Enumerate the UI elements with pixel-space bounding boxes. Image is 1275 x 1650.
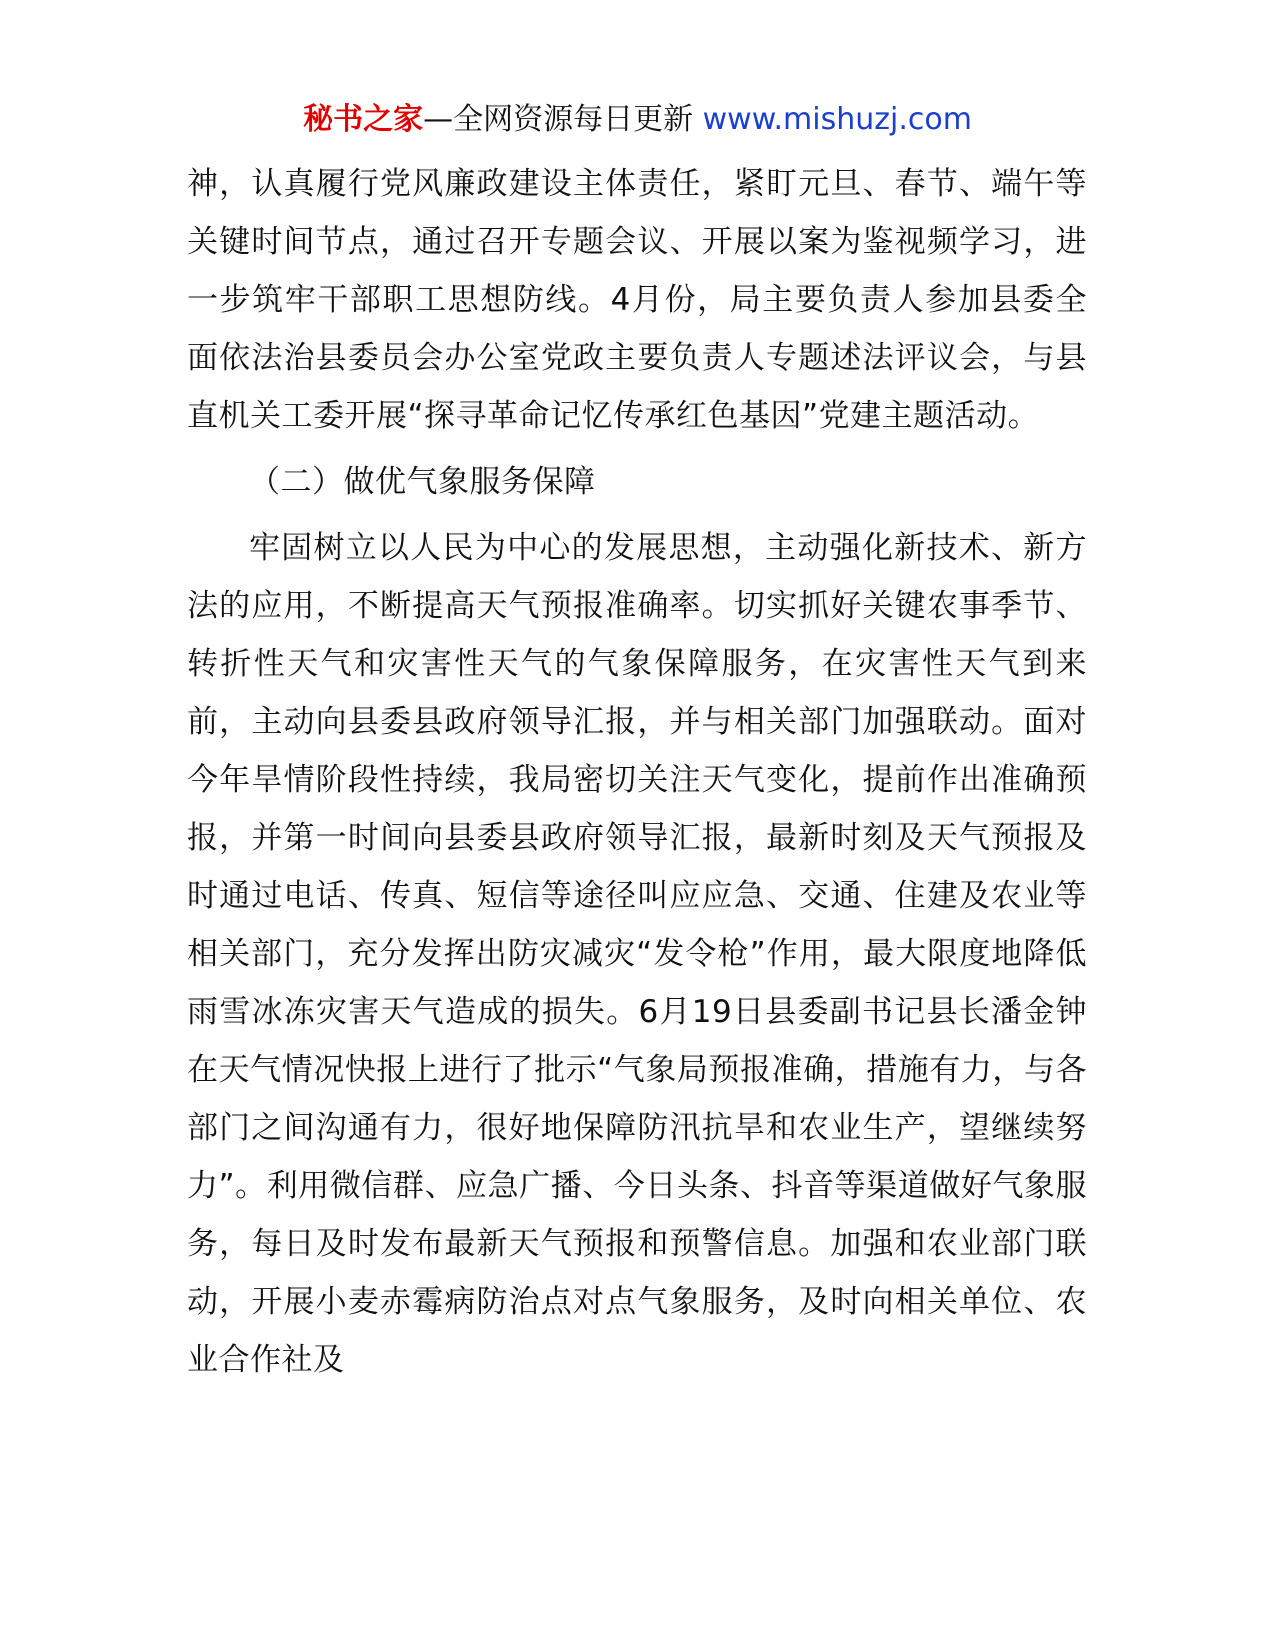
document-body bbox=[187, 155, 1087, 1389]
paragraph-continuation: 神，认真履行党风廉政建设主体责任，紧盯元旦、春节、端午等关键时间节点，通过召开专题会议、开展以案为鉴视频学习，进一步筑牢干部职工思想防线。4月份，局主要负责人参加县委全面依法治县委员会办公室党政主要负责人专题述法评议会，与县直机关工委开展“探寻革命记忆传承红色基因”党建主题活动。 bbox=[187, 166, 1087, 434]
paragraph-weather-service: 牢固树立以人民为中心的发展思想，主动强化新技术、新方法的应用，不断提高天气预报准确率。切实抓好关键农事季节、转折性天气和灾害性天气的气象保障服务，在灾害性天气到来前，主动向县委县政府领导汇报，并与相关部门加强联动。面对今年旱情阶段性持续，我局密切关注天气变化，提前作出准确预报，并第一时间向县委县政府领导汇报，最新时刻及天气预报及时通过电话、传真、短信等途径叫应应急、交通、住建及农业等相关部门，充分发挥出防灾减灾“发令枪”作用，最大限度地降低雨雪冰冻灾害天气造成的损失。6月19日县委副书记县长潘金钟在天气情况快报上进行了批示“气象局预报准确，措施有力，与各部门之间沟通有力，很好地保障防汛抗旱和农业生产，望继续努力”。利用微信群、应急广播、今日头条、抖音等渠道做好气象服务，每日及时发布最新天气预报和预警信息。加强和农业部门联动，开展小麦赤霉病防治点对点气象服务，及时向相关单位、农业合作社及 bbox=[187, 530, 1087, 1378]
header-tagline: —全网资源每日更新 bbox=[423, 102, 694, 137]
header-brand: 秘书之家 bbox=[303, 102, 424, 137]
header-url-link[interactable]: www.mishuzj.com bbox=[702, 102, 972, 137]
page-header bbox=[0, 100, 1275, 140]
section-heading: （二）做优气象服务保障 bbox=[249, 464, 596, 500]
